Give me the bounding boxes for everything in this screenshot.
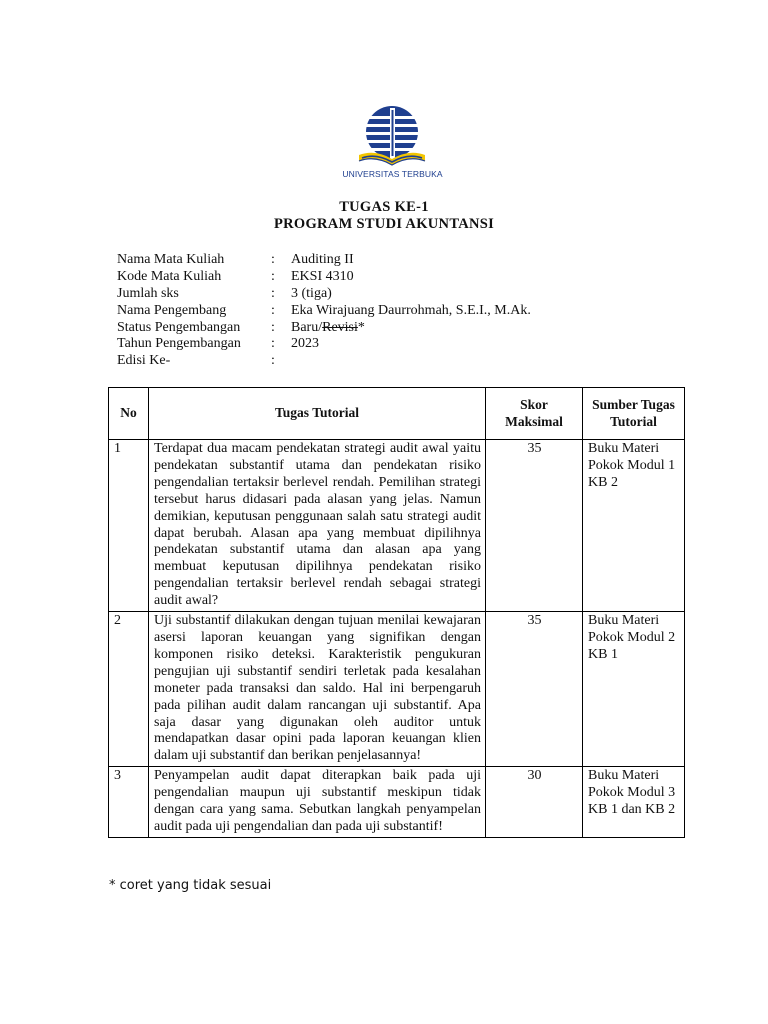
status-asterisk: *	[357, 319, 365, 335]
row-no: 1	[109, 440, 149, 612]
row-task: Penyampelan audit dapat diterapkan baik pada uji pengendalian maupun uji substantif meskipun tidak dengan cara yang sama. Sebutkan langkah penyampelan audit pada uji pengendalian dan pada uji substantif!	[149, 767, 486, 838]
header-no: No	[109, 388, 149, 440]
info-value: EKSI 4310	[291, 268, 354, 284]
row-score: 30	[486, 767, 583, 838]
info-value: Eka Wirajuang Daurrohmah, S.E.I., M.Ak.	[291, 302, 531, 318]
info-colon: :	[271, 268, 275, 284]
info-colon: :	[271, 302, 275, 318]
course-info	[117, 252, 677, 370]
info-label: Tahun Pengembangan	[117, 336, 241, 352]
row-task: Terdapat dua macam pendekatan strategi audit awal yaitu pendekatan substantif utama dan pendekatan risiko pengendalian tertaksir berlevel rendah. Pemilihan strategi tersebut harus didasari pada alasan yang jelas. Namun demikian, keputusan penggunaan salah satu strategi audit dapat berubah. Alasan apa yang membuat dipilihnya pendekatan substantif utama dan alasan apa yang membuat keputusan dipilihnya pendekatan risiko pengendalian tertaksir berlevel rendah sebagai strategi audit awal?	[149, 440, 486, 612]
row-no: 3	[109, 767, 149, 838]
info-colon: :	[271, 252, 275, 267]
document-title: TUGAS KE-1	[339, 199, 429, 215]
header-score: Skor Maksimal	[486, 388, 583, 440]
info-row-dev-year	[117, 336, 677, 353]
info-row-course-name	[117, 252, 677, 269]
info-label: Edisi Ke-	[117, 353, 171, 369]
info-colon: :	[271, 285, 275, 301]
info-value: 3 (tiga)	[291, 285, 332, 301]
header-source: Sumber Tugas Tutorial	[583, 388, 685, 440]
info-colon: :	[271, 353, 275, 369]
info-colon: :	[271, 336, 275, 352]
info-row-edition	[117, 353, 677, 370]
university-logo	[335, 100, 450, 185]
info-label: Nama Pengembang	[117, 302, 227, 318]
info-label: Jumlah sks	[117, 285, 179, 301]
row-task: Uji substantif dilakukan dengan tujuan menilai kewajaran asersi laporan keuangan yang signifikan dengan komponen risiko deteksi. Karakteristik pengukuran pengujian uji substantif sendiri terletak pada kesalahan moneter pada transaksi dan saldo. Hal ini berpengaruh pada pilihan audit dalam rancangan uji substantif. Apa saja dasar yang digunakan oleh auditor untuk mendapatkan dasar opini pada laporan keuangan klien dalam uji substantif dan berikan penjelasannya!	[149, 612, 486, 767]
info-label: Kode Mata Kuliah	[117, 268, 222, 284]
tutorial-task-table	[108, 387, 685, 838]
footnote: * coret yang tidak sesuai	[109, 878, 272, 893]
row-source: Buku Materi Pokok Modul 1 KB 2	[583, 440, 685, 612]
table-row	[109, 440, 685, 612]
info-row-dev-status	[117, 320, 677, 337]
status-new: Baru/	[291, 319, 323, 335]
info-colon: :	[271, 319, 275, 335]
logo-text: UNIVERSITAS TERBUKA	[342, 169, 443, 179]
document-subtitle: PROGRAM STUDI AKUNTANSI	[273, 216, 495, 232]
row-score: 35	[486, 440, 583, 612]
row-source: Buku Materi Pokok Modul 3 KB 1 dan KB 2	[583, 767, 685, 838]
status-revision-struck: Revisi	[322, 319, 358, 335]
info-value	[291, 320, 365, 337]
row-score: 35	[486, 612, 583, 767]
info-value: 2023	[291, 336, 319, 352]
row-source: Buku Materi Pokok Modul 2 KB 1	[583, 612, 685, 767]
header-task: Tugas Tutorial	[149, 388, 486, 440]
info-row-course-code	[117, 269, 677, 286]
table-header-row	[109, 388, 685, 440]
info-label: Status Pengembangan	[117, 319, 241, 335]
info-value: Auditing II	[291, 252, 354, 267]
university-emblem-icon	[335, 100, 450, 170]
info-row-credits	[117, 286, 677, 303]
info-label: Nama Mata Kuliah	[117, 252, 225, 267]
table-row	[109, 612, 685, 767]
row-no: 2	[109, 612, 149, 767]
info-row-developer	[117, 303, 677, 320]
table-row	[109, 767, 685, 838]
